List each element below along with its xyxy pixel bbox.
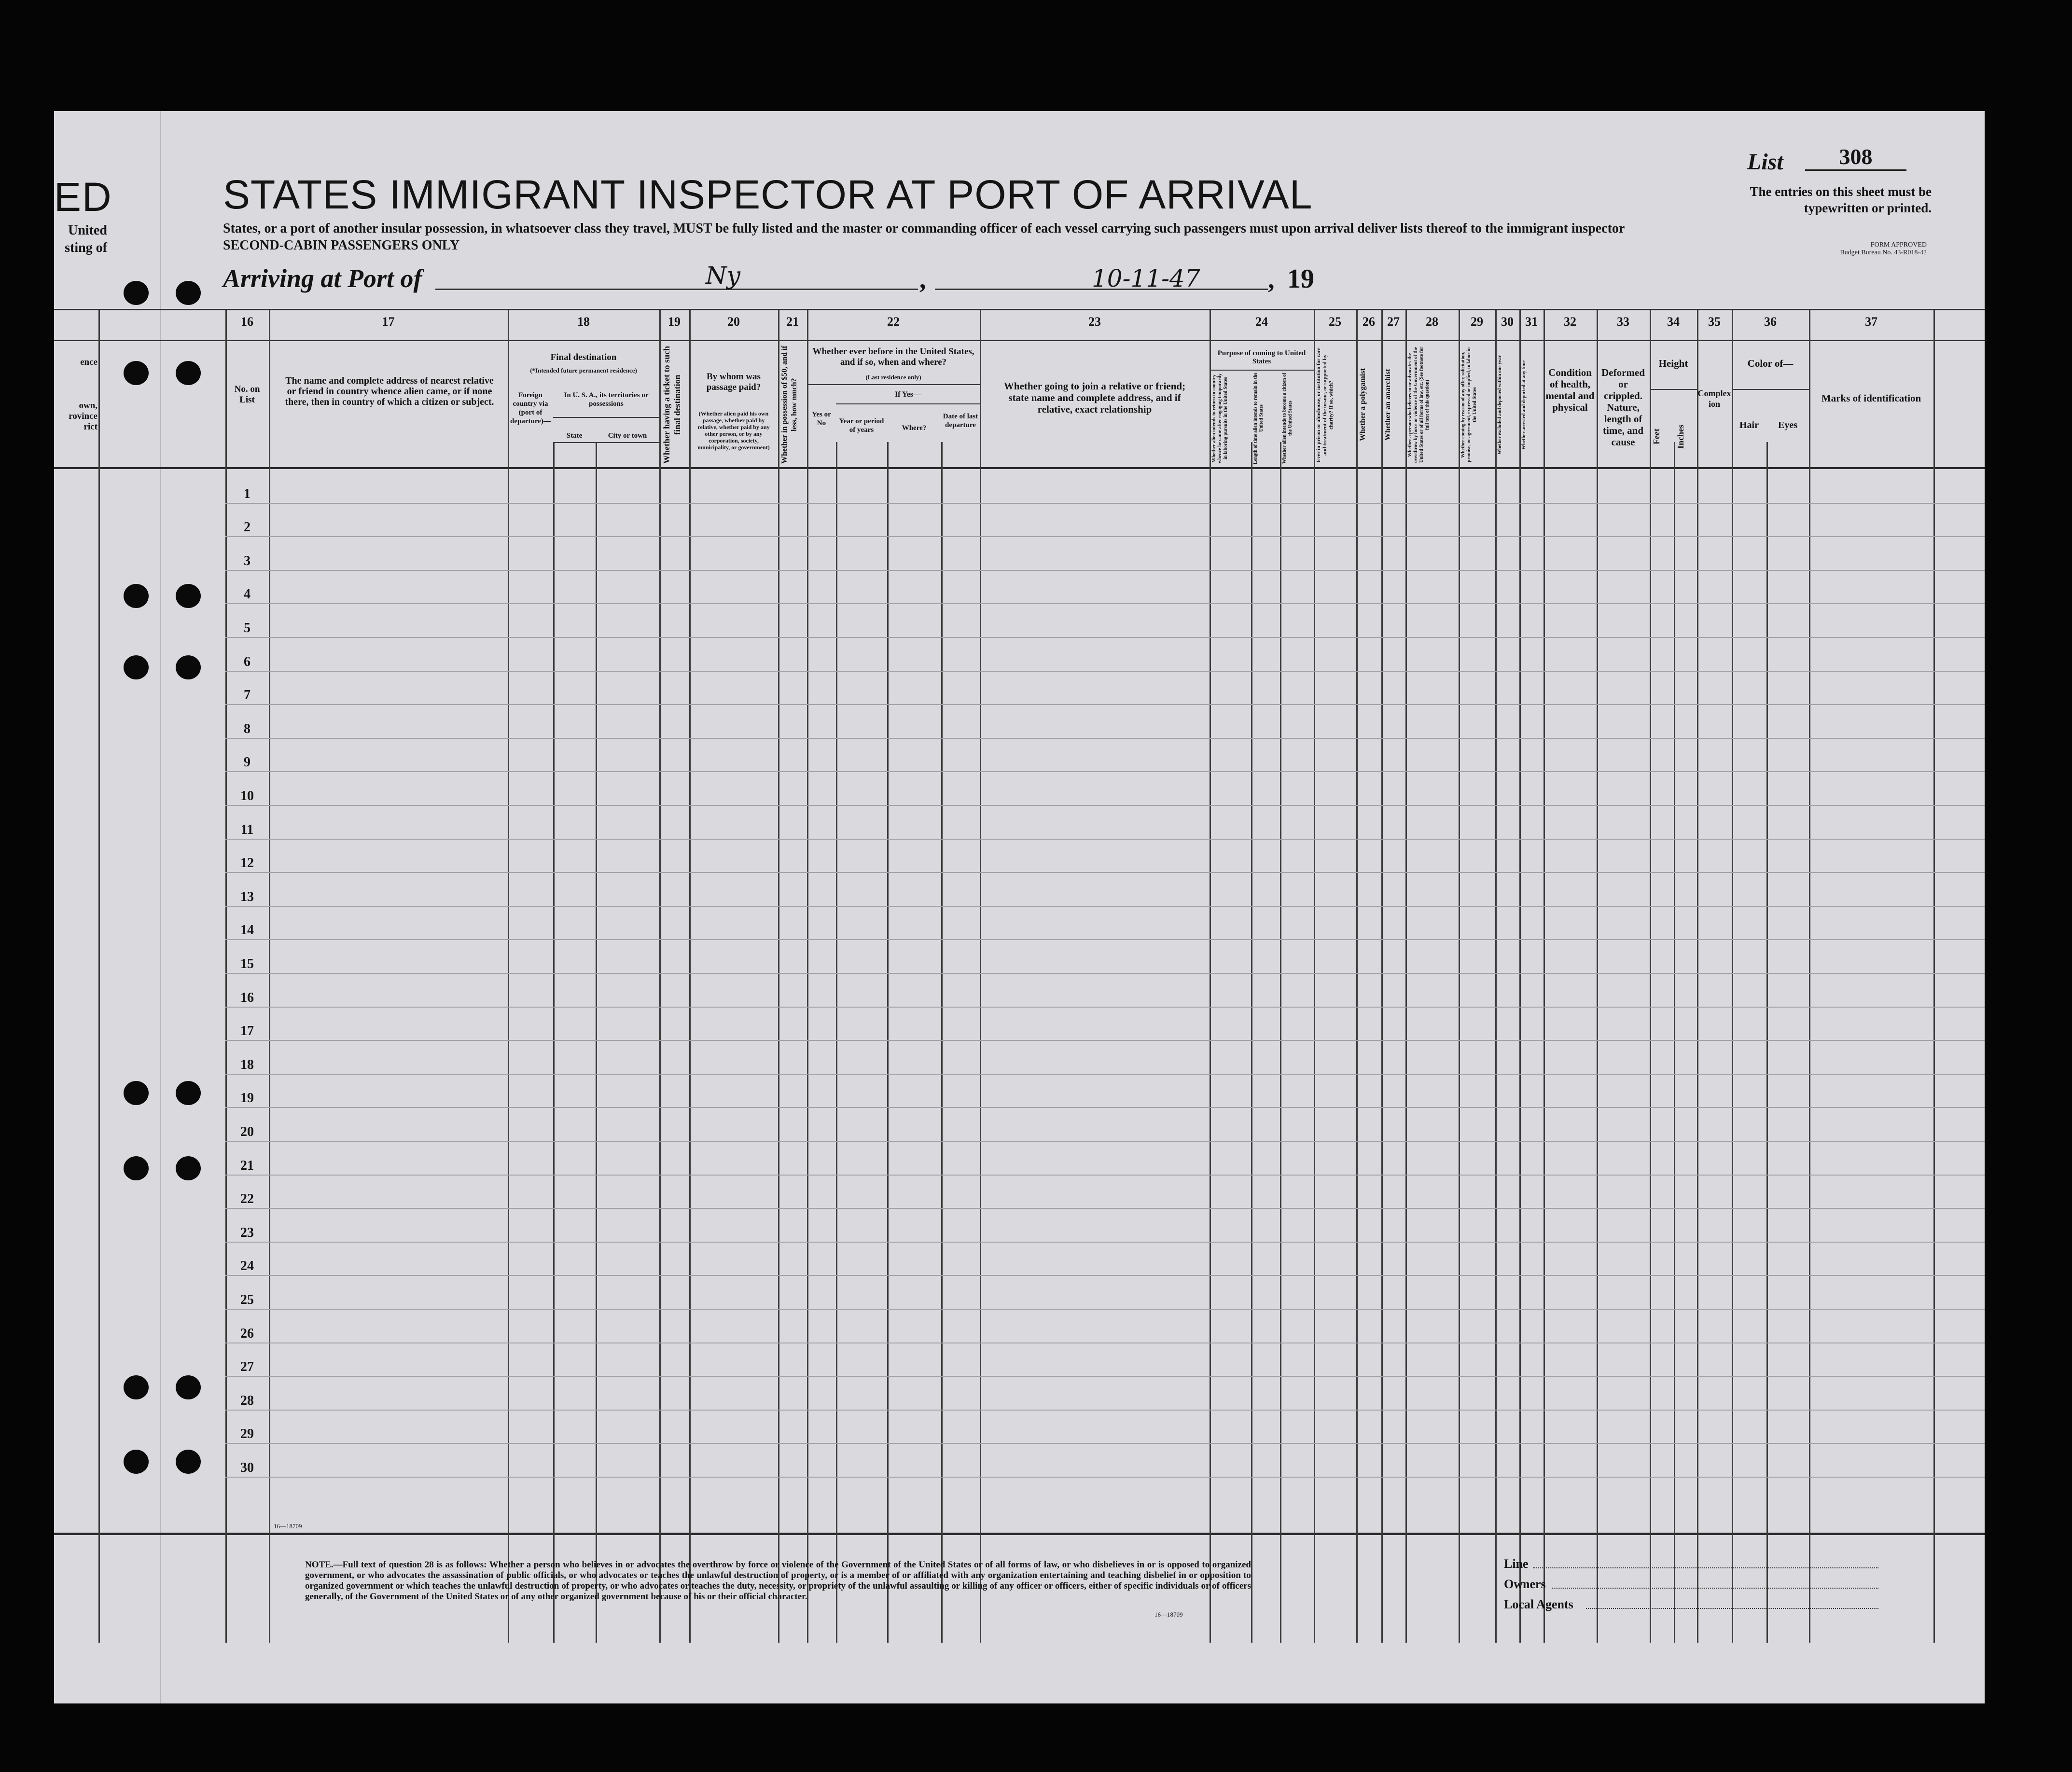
row-number: 27 [240,1359,254,1374]
col-number-30: 30 [1501,315,1514,329]
header-last-residence-note: (Last residence only) [865,374,921,381]
col-number-23: 23 [1088,315,1101,329]
table-row [225,1208,1985,1209]
header-in-usa: In U. S. A., its territories or possessions [564,391,649,408]
row-number: 20 [240,1124,254,1139]
table-row [225,1040,1985,1041]
row-number: 18 [240,1057,254,1072]
table-row [225,839,1985,840]
header-if-yes: If Yes— [894,390,921,399]
col-number-35: 35 [1708,315,1721,329]
edge-text-1: United [68,223,107,238]
header-passage-paid-note: (Whether alien paid his own passage, whether paid by relative, whether paid by any other person, or by any corporation, society, municipality, or government) [697,410,770,451]
col-number-22: 22 [887,315,900,329]
punch-hole [124,281,149,305]
col-number-21: 21 [786,315,799,329]
header-no-on-list: No. on List [234,384,260,405]
col-number-18: 18 [577,315,590,329]
form-code-right: 16—18709 [1154,1611,1183,1618]
col-divider [596,442,597,1643]
col-divider [887,442,889,1643]
col-divider [836,442,837,1643]
list-label: List [1747,149,1783,175]
edge-town-header-1: own, [79,401,97,411]
table-row [225,872,1985,873]
punch-hole [176,1375,201,1399]
form-approved-line-1: FORM APPROVED [1870,241,1927,249]
punch-hole [176,655,201,679]
header-return-intent: Whether alien intends to return to country whence he came after engaging temporarily in laboring pursuits in the United States [1211,373,1228,464]
col-divider [1251,442,1252,1643]
header-passage-paid: By whom was passage paid? [706,372,761,392]
col-number-17: 17 [382,315,395,329]
col-number-31: 31 [1525,315,1538,329]
row-number: 26 [240,1326,254,1341]
row-number: 29 [240,1426,254,1441]
header-ticket: Whether having a ticket to such final destination [662,346,682,464]
arriving-date: 10-11-47 [1092,264,1200,292]
header-height: Height [1658,358,1688,369]
header-deformed: Deformed or crippled. Nature, length of time, and cause [1601,367,1645,448]
table-row [225,671,1985,672]
header-offer-to-labor: Whether coming by reason of any offer, solicitation, promise, or agreement, expressed or implied, to labor in the United States [1460,347,1477,463]
form-code-left: 16—18709 [274,1523,302,1530]
table-row [225,906,1985,907]
table-row [225,1107,1985,1108]
table-row [225,1376,1985,1377]
punch-hole [176,361,201,385]
header-final-destination: Final destination [550,352,617,362]
subheader-divider [807,384,980,385]
row-number: 13 [240,889,254,904]
subheader-divider [553,442,660,443]
col-number-36: 36 [1764,315,1777,329]
row-number: 30 [240,1460,254,1475]
col-divider [941,442,943,1643]
row-number: 14 [240,923,254,938]
list-number: 308 [1805,144,1906,171]
header-marks-identification: Marks of identification [1821,392,1921,404]
column-number-divider [54,340,1985,341]
edge-title-fragment: ED [54,174,112,220]
edge-town-header-2: rovince [69,411,97,421]
header-city-or-town: City or town [608,432,647,440]
table-bottom-border [54,1533,1985,1535]
subtitle-class: SECOND-CABIN PASSENGERS ONLY [223,238,460,253]
punch-hole [124,1156,149,1180]
table-row [225,738,1985,739]
edge-text-2: sting of [65,240,107,255]
punch-hole [176,584,201,608]
header-excluded-deported: Whether excluded and deported within one year [1497,355,1502,455]
col-number-32: 32 [1564,315,1576,329]
table-row [225,536,1985,537]
col-divider [98,310,100,1643]
header-year-or-period: Year or period of years [839,417,884,434]
col-number-28: 28 [1426,315,1438,329]
local-agents-label: Local Agents [1504,1597,1573,1611]
row-number: 19 [240,1091,254,1106]
row-number: 17 [240,1024,254,1038]
col-number-29: 29 [1471,315,1483,329]
subheader-divider [1210,370,1314,371]
table-row [225,503,1985,504]
row-number: 10 [240,789,254,803]
footnote-question-28: NOTE.—Full text of question 28 is as follows: Whether a person who believes in or advocates the overthrow by force or violence of the Government of the United States or of all forms of law, or who disbelieves in or is opposed to organized government, or who advocates the assassination of public officials, or who advocates or teaches the unlawful destruction of property, or is a member of or affiliated with any organization entertaining and teaching disbelief in or opposition to organized government or which teaches the unlawful destruction of property, or who advocates or teaches the duty, necessity, or propriety of the unlawful assaulting or killing of any officer or officers, either of specific individuals or of officers generally, of the Government of the United States or of any other organized government because of his or their official character. [305,1560,1251,1602]
table-row [225,1309,1985,1310]
local-agents-field[interactable] [1586,1608,1878,1609]
header-date-last-departure: Date of last departure [943,413,978,429]
table-row [225,1242,1985,1243]
owners-field[interactable] [1552,1588,1878,1589]
punch-hole [124,655,149,679]
header-complexion: Complexion [1697,388,1731,409]
row-number: 25 [240,1292,254,1307]
header-feet: Feet [1652,429,1661,445]
owners-label: Owners [1504,1577,1546,1591]
table-row [225,1007,1985,1008]
punch-hole [176,1081,201,1105]
row-number: 11 [240,822,254,837]
punch-hole [176,1156,201,1180]
line-label: Line [1504,1557,1529,1571]
table-row [225,771,1985,772]
page-title: STATES IMMIGRANT INSPECTOR AT PORT OF ARRIVAL [223,172,1313,217]
subtitle-instructions: States, or a port of another insular possession, in whatsoever class they travel, MUST be fully listed and the master or commanding officer of each vessel carrying such passengers must upon arrival deliver lists thereof to the immigrant inspector [223,221,1625,236]
entries-note: The entries on this sheet must be typewritten or printed. [1750,184,1932,215]
header-length-of-stay: Length of time alien intends to remain in the United States [1253,373,1264,464]
row-number: 16 [240,990,254,1005]
header-color-of: Color of— [1747,358,1794,369]
port-underline [435,289,918,290]
punch-hole [124,1375,149,1399]
subheader-divider [836,403,980,404]
header-inches: Inches [1676,425,1685,449]
row-number: 22 [240,1191,254,1206]
page-fold [160,111,161,1703]
header-bottom-border [54,467,1985,469]
punch-hole [124,584,149,608]
row-number: 23 [240,1225,254,1240]
row-number: 9 [244,755,250,770]
year-prefix: 19 [1287,264,1314,294]
header-citizen-intent: Whether alien intends to become a citizen of the United States [1282,373,1293,464]
arriving-port: Ny [706,262,740,290]
table-row [225,637,1985,638]
punch-hole [176,281,201,305]
col-divider [553,442,555,1643]
col-number-25: 25 [1329,315,1341,329]
row-number: 15 [240,956,254,971]
subheader-divider [1650,389,1697,390]
table-row [225,1410,1985,1411]
col-number-34: 34 [1667,315,1680,329]
col-divider [1674,442,1675,1643]
col-number-27: 27 [1387,315,1400,329]
col-number-16: 16 [241,315,253,329]
table-row [225,1275,1985,1276]
table-row [225,1175,1985,1176]
col-number-33: 33 [1617,315,1629,329]
header-yes-or-no: Yes or No [812,411,831,427]
row-number: 24 [240,1259,254,1274]
row-number: 7 [244,688,250,703]
punch-hole [124,1450,149,1474]
header-purpose: Purpose of coming to United States [1217,349,1306,365]
edge-residence-header: ence [80,357,97,367]
col-number-20: 20 [727,315,740,329]
table-row [225,1443,1985,1444]
table-row [225,805,1985,806]
row-number: 3 [244,554,250,568]
header-condition-health: Condition of health, mental and physical [1545,367,1595,413]
comma: , [919,265,926,294]
table-row [225,603,1985,604]
col-divider [1766,442,1768,1643]
header-anarchist: Whether an anarchist [1384,369,1392,441]
row-number: 8 [244,721,250,736]
subheader-divider [1732,389,1809,390]
table-row [225,973,1985,974]
header-hair: Hair [1739,420,1759,430]
row-number: 28 [240,1393,254,1408]
form-approved [1803,241,1927,257]
header-overthrow: Whether a person who believes in or advocates the overthrow by force or violence of the Government of the United States or of all forms of law, etc. (See footnote for full text of this question) [1407,346,1430,463]
col-number-19: 19 [668,315,681,329]
row-number: 5 [244,621,250,636]
header-arrested-deported: Whether arrested and deported at any time [1521,360,1527,450]
row-number: 21 [240,1158,254,1173]
table-row [225,1141,1985,1142]
manifest-sheet [54,111,1985,1703]
punch-hole [124,1081,149,1105]
header-nearest-relative: The name and complete address of nearest relative or friend in country whence alien came, or if none there, then in country of which a citizen or subject. [285,375,494,407]
comma: , [1268,265,1275,294]
table-row [225,1477,1985,1478]
table-row [225,570,1985,571]
table-top-border [54,309,1985,310]
punch-hole [176,1450,201,1474]
row-number: 2 [244,520,250,535]
form-approved-line-2: Budget Bureau No. 43-R018-42 [1840,249,1927,256]
header-going-to-join: Whether going to join a relative or friend; state name and complete address, and if relative, exact relationship [1003,380,1186,415]
row-number: 6 [244,654,250,669]
subheader-divider [553,417,660,418]
header-state: State [566,432,583,440]
header-where: Where? [902,424,927,432]
arriving-label: Arriving at Port of [223,264,422,293]
header-final-destination-note: (*Intended future permanent residence) [530,367,637,374]
header-prison-almshouse: Ever in prison or almshouse, or institution for care and treatment of the insane, or supported by charity? If so, which? [1316,347,1334,462]
line-field[interactable] [1533,1567,1878,1568]
row-number: 1 [244,486,250,501]
header-ever-before-us: Whether ever before in the United States, and if so, when and where? [812,346,974,367]
table-row [225,704,1985,705]
col-number-37: 37 [1865,315,1877,329]
col-number-24: 24 [1255,315,1268,329]
row-number: 12 [240,856,254,871]
header-foreign-country: Foreign country via (port of departure)— [510,391,551,425]
row-number: 4 [244,587,250,602]
table-row [225,939,1985,940]
header-eyes: Eyes [1778,420,1797,430]
header-polygamist: Whether a polygamist [1359,368,1367,442]
punch-hole [124,361,149,385]
header-fifty-dollars: Whether in possession of $50, and if less, how much? [780,346,798,464]
edge-town-header-3: rict [83,422,97,432]
col-number-26: 26 [1363,315,1375,329]
table-row [225,1074,1985,1075]
col-divider [1280,442,1281,1643]
